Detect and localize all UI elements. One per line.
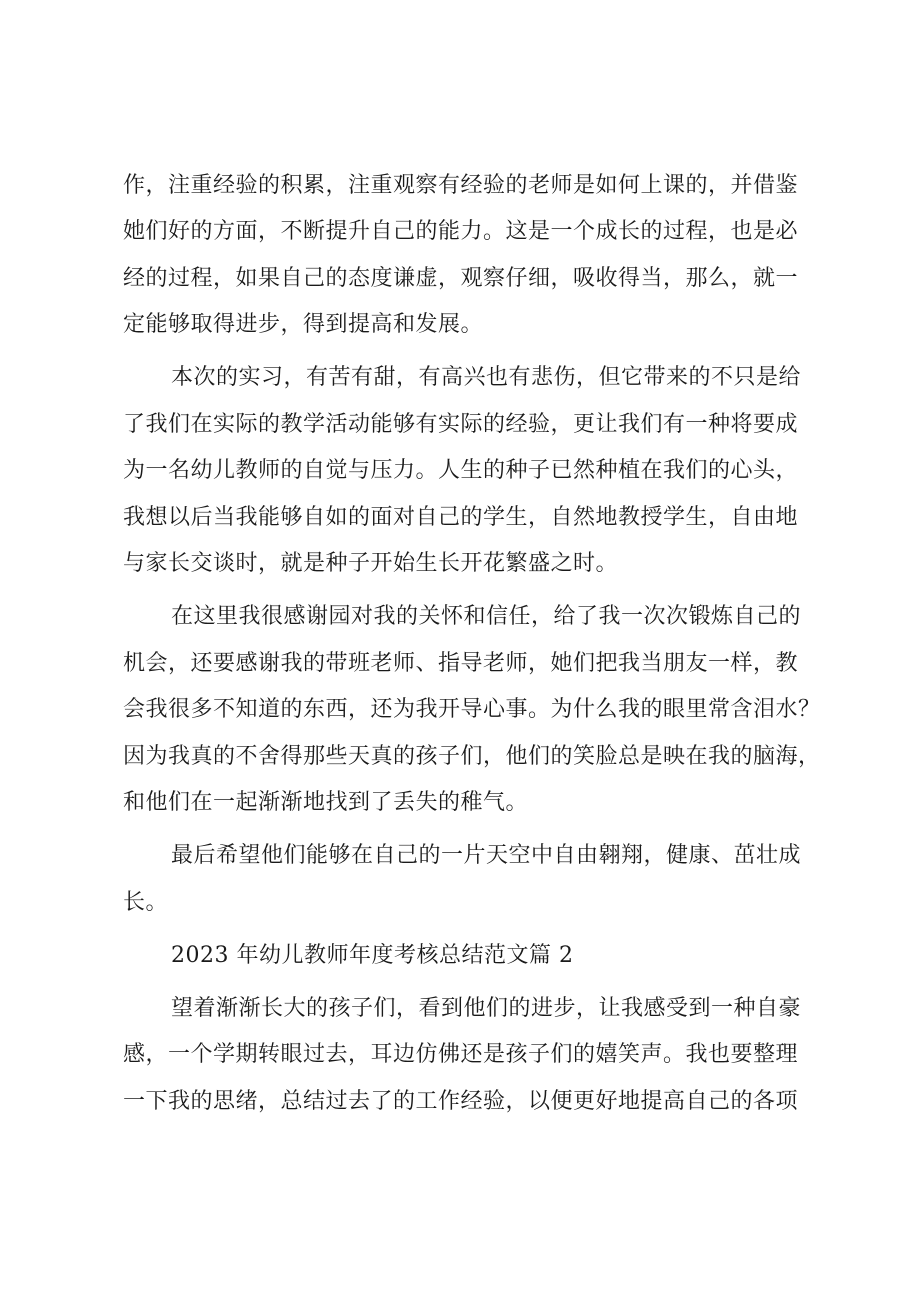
text-line: 她们好的方面，不断提升自己的能力。这是一个成长的过程，也是必 <box>123 219 799 244</box>
text-line: 定能够取得进步，得到提高和发展。 <box>123 312 484 337</box>
text-line: 为一名幼儿教师的自觉与压力。人生的种子已然种植在我们的心头， <box>123 458 799 483</box>
text-line: 感，一个学期转眼过去，耳边仿佛还是孩子们的嬉笑声。我也要整理 <box>123 1042 799 1067</box>
text-line: 一下我的思绪，总结过去了的工作经验，以便更好地提高自己的各项 <box>123 1089 799 1114</box>
paragraph-first-line: 最后希望他们能够在自己的一片天空中自由翱翔，健康、茁壮成 <box>171 843 802 868</box>
text-line: 作，注重经验的积累，注重观察有经验的老师是如何上课的，并借鉴 <box>123 173 799 198</box>
text-line: 我想以后当我能够自如的面对自己的学生，自然地教授学生，自由地 <box>123 505 799 530</box>
text-line: 了我们在实际的教学活动能够有实际的经验，更让我们有一种将要成 <box>123 412 799 437</box>
section-heading: 2023 年幼儿教师年度考核总结范文篇 2 <box>171 943 574 968</box>
paragraph-first-line: 本次的实习，有苦有甜，有高兴也有悲伤，但它带来的不只是给 <box>171 365 802 390</box>
paragraph-first-line: 在这里我很感谢园对我的关怀和信任，给了我一次次锻炼自己的 <box>171 604 802 629</box>
text-line: 机会，还要感谢我的带班老师、指导老师，她们把我当朋友一样，教 <box>123 651 799 676</box>
paragraph-first-line: 望着渐渐长大的孩子们，看到他们的进步，让我感受到一种自豪 <box>171 996 802 1021</box>
text-line: 和他们在一起渐渐地找到了丢失的稚气。 <box>123 790 529 815</box>
text-line: 经的过程，如果自己的态度谦虚，观察仔细，吸收得当，那么，就一 <box>123 266 799 291</box>
text-line: 长。 <box>123 890 169 915</box>
text-line: 会我很多不知道的东西，还为我开导心事。为什么我的眼里常含泪水？ <box>123 697 821 722</box>
text-line: 与家长交谈时，就是种子开始生长开花繁盛之时。 <box>123 551 619 576</box>
text-line: 因为我真的不舍得那些天真的孩子们，他们的笑脸总是映在我的脑海， <box>123 744 821 769</box>
